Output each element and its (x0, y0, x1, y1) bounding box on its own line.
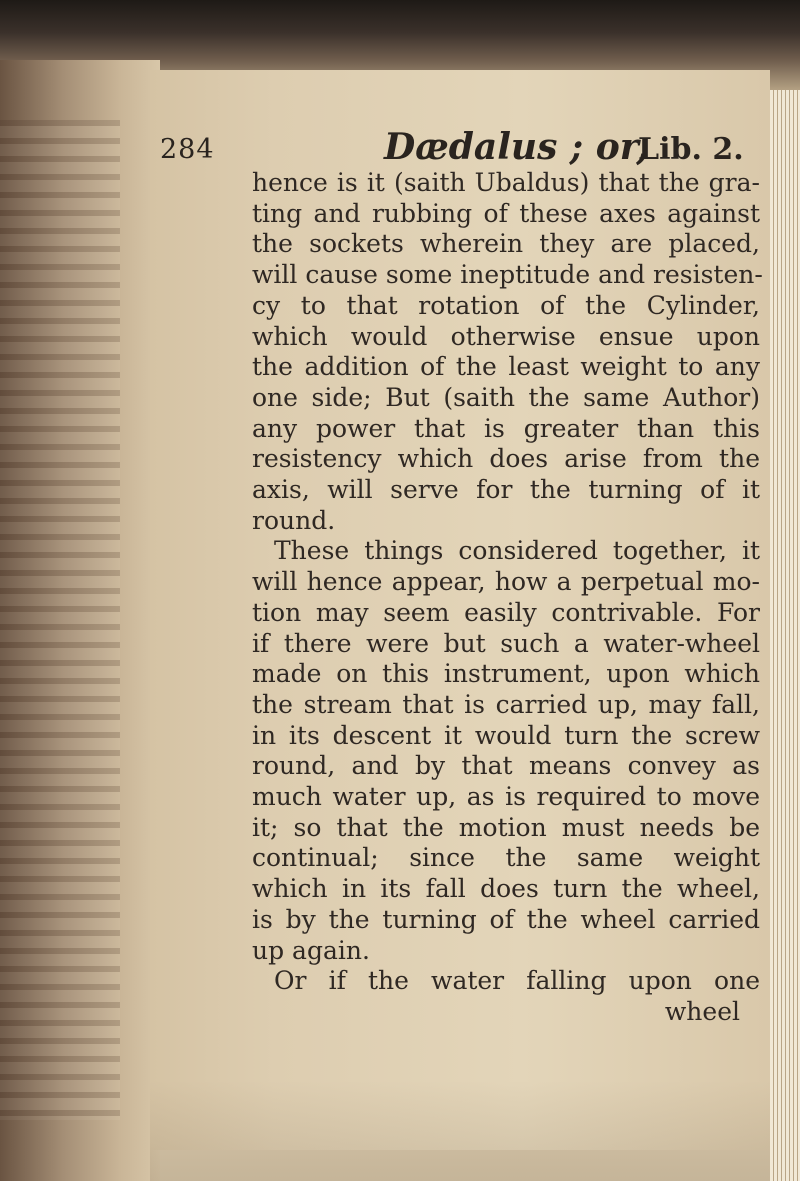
text-line: will hence appear, how a perpetual mo- (252, 567, 760, 597)
section-mark: Lib. 2. (638, 132, 744, 167)
text-line: round, and by that means convey as (252, 751, 760, 781)
text-line: the sockets wherein they are placed, (252, 229, 760, 259)
text-line: in its descent it would turn the screw (252, 720, 760, 750)
text-line: much water up, as is required to move (252, 782, 760, 812)
text-line: resistency which does arise from the (252, 444, 760, 474)
text-line: made on this instrument, upon which (252, 659, 760, 689)
text-line: up again. (252, 935, 370, 965)
text-line: Or if the water falling upon one (274, 966, 760, 996)
text-line: tion may seem easily contrivable. For (252, 597, 760, 627)
text-line: These things considered together, it (274, 536, 760, 566)
page-edges (770, 90, 800, 1181)
text-line: continual; since the same weight (252, 843, 760, 873)
text-line: if there were but such a water-wheel (252, 628, 760, 658)
text-line: will cause some ineptitude and resisten- (252, 260, 763, 290)
spine-texture (0, 120, 120, 1120)
text-line: which in its fall does turn the wheel, (252, 874, 760, 904)
bottom-shadow (150, 1080, 770, 1181)
text-line: the stream that is carried up, may fall, (252, 689, 760, 719)
text-line: any power that is greater than this (252, 413, 760, 443)
text-line: one side; But (saith the same Author) (252, 382, 760, 412)
text-line: it; so that the motion must needs be (252, 812, 760, 842)
text-line: round. (252, 505, 336, 535)
body-text (252, 168, 763, 1028)
running-title: Dædalus ; or, (384, 126, 649, 168)
text-line: axis, will serve for the turning of it (252, 475, 760, 505)
text-line: the addition of the least weight to any (252, 352, 760, 382)
text-line: hence is it (saith Ubaldus) that the gra- (252, 168, 760, 197)
text-line: cy to that rotation of the Cylinder, (252, 290, 760, 320)
text-line: is by the turning of the wheel carried (252, 904, 760, 934)
page-number: 284 (160, 134, 215, 165)
text-line: which would otherwise ensue upon (252, 321, 760, 351)
text-line: ting and rubbing of these axes against (252, 198, 760, 228)
catchword: wheel (664, 996, 740, 1026)
